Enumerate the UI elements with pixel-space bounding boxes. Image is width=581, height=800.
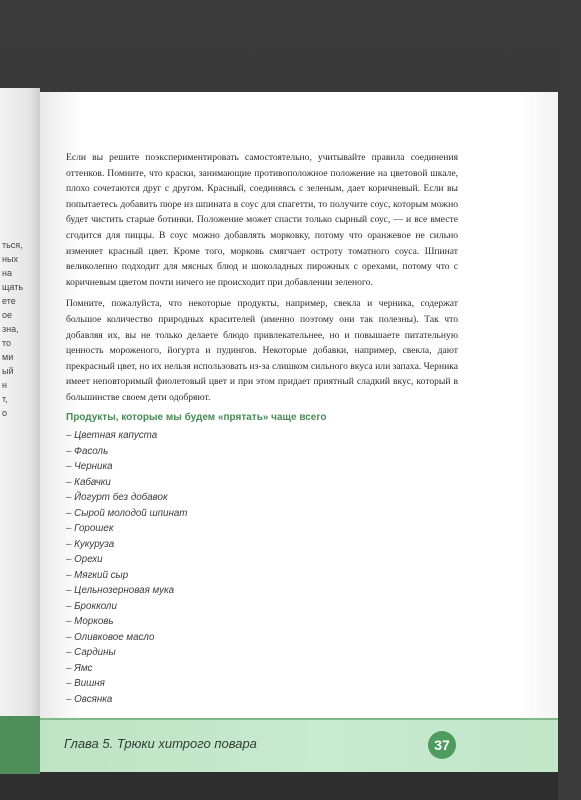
left-fragment: о xyxy=(2,408,8,418)
list-item: – Цельнозерновая мука xyxy=(66,583,366,599)
list-item: – Брокколи xyxy=(66,599,366,615)
ingredient-list xyxy=(66,428,366,707)
list-item: – Черника xyxy=(66,459,366,475)
list-item: – Сырой молодой шпинат xyxy=(66,506,366,522)
page-number: 37 xyxy=(428,731,456,759)
list-item: – Оливковое масло xyxy=(66,630,366,646)
left-fragment: ных xyxy=(2,254,18,264)
left-fragment: ми xyxy=(2,352,14,362)
left-fragment: ый xyxy=(2,366,14,376)
list-heading: Продукты, которые мы будем «прятать» чаще всего xyxy=(66,412,327,423)
list-item: – Кабачки xyxy=(66,475,366,491)
list-item: – Йогурт без добавок xyxy=(66,490,366,506)
body-text xyxy=(66,150,458,406)
list-item: – Ямс xyxy=(66,661,366,677)
left-fragment: щать xyxy=(2,282,24,292)
list-item: – Сардины xyxy=(66,645,366,661)
list-item: – Кукуруза xyxy=(66,537,366,553)
list-item: – Цветная капуста xyxy=(66,428,366,444)
chapter-title: Глава 5. Трюки хитрого повара xyxy=(64,736,257,751)
list-item: – Овсянка xyxy=(66,692,366,708)
left-page-edge xyxy=(0,88,40,718)
list-item: – Горошек xyxy=(66,521,366,537)
left-fragment: зна, xyxy=(2,324,19,334)
list-item: – Фасоль xyxy=(66,444,366,460)
list-item: – Морковь xyxy=(66,614,366,630)
left-fragment: т, xyxy=(2,394,8,404)
list-item: – Орехи xyxy=(66,552,366,568)
list-item: – Мягкий сыр xyxy=(66,568,366,584)
left-fragment: ете xyxy=(2,296,16,306)
scan-right-edge xyxy=(558,0,581,800)
left-fragment: то xyxy=(2,338,12,348)
paragraph: Если вы решите поэкспериментировать самостоятельно, учитывайте правила соединения оттенков. Помните, что краски, занимающие противоположное положение на цветовой шкале, плохо сочетаются друг с другом. Красный, соединяясь с зеленым, дает коричневый. Если вы попытаетесь добавить пюре из шпината в соус для спагетти, то получите соус, которым можно будет чистить старые ботинки. Положение может спасти только сырный соус, — и все вместе сгодится для пиццы. В соус можно добавлять морковку, потому что оранжевое не сильно изменяет красный цвет. Кроме того, морковь смягчает остроту томатного соуса. Шпинат великолепно подходит для мясных блюд и шоколадных пирожных с орехами, потому что с коричневым цветом почти ничего не происходит при добавлении зеленого. xyxy=(66,152,458,288)
left-fragment: н xyxy=(2,380,7,390)
paragraph: Помните, пожалуйста, что некоторые продукты, например, свекла и черника, содержат большое количество природных красителей (именно поэтому они так полезны). Так что добавляя их, вы не только делаете блюдо привлекательнее, но и повышаете питательную ценность мороженого, йогурта и пудингов. Некоторые добавки, например, свекла, дают прекрасный цвет, но их нельзя использовать из-за слишком сильного вкуса или запаха. Черника имеет неповторимый фиолетовый цвет и при этом придает приятный сладкий вкус, который в большинстве своем дети одобряют. xyxy=(66,298,458,403)
left-fragment: на xyxy=(2,268,12,278)
left-fragment: ться, xyxy=(2,240,23,250)
scan-bottom-strip xyxy=(40,772,558,800)
left-page-green-band xyxy=(0,716,40,774)
left-page-fragments xyxy=(2,238,38,420)
list-item: – Вишня xyxy=(66,676,366,692)
page-footer xyxy=(40,718,558,772)
left-fragment: ое xyxy=(2,310,13,320)
